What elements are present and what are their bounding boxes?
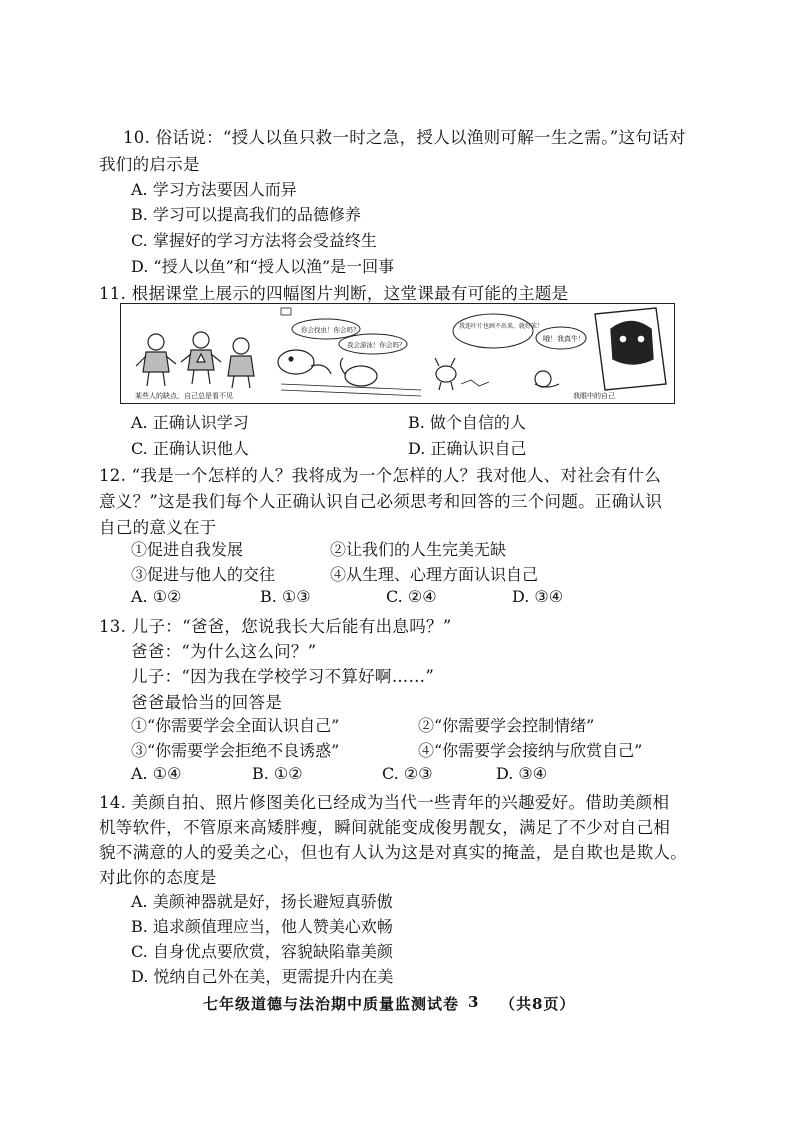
q14-stem-line1: 14. 美颜自拍、照片修图美化已经成为当代一些青年的兴趣爱好。借助美颜相 [99, 793, 670, 812]
panel3-drawing [435, 358, 559, 390]
q11-stem: 11. 根据课堂上展示的四幅图片判断，这堂课最有可能的主题是 [99, 284, 569, 303]
q12-stem-line2: 意义？”这是我们每个人正确认识自己必须思考和回答的三个问题。正确认识 [99, 492, 663, 511]
q12-stem-line1: 12. “我是一个怎样的人？我将成为一个怎样的人？我对他人、对社会有什么 [99, 466, 662, 485]
panel1-figures [136, 332, 254, 388]
q11-option-c: C. 正确认识他人 [131, 439, 249, 458]
q14-option-c: C. 自身优点要欣赏，容貌缺陷靠美颜 [131, 942, 393, 961]
q12-option-a: A. ①② [131, 587, 182, 606]
q12-option-d: D. ③④ [512, 587, 564, 606]
q10-option-a: A. 学习方法要因人而异 [131, 180, 297, 199]
q13-stem-line4: 爸爸最恰当的回答是 [131, 693, 283, 712]
q14-stem-line4: 对此你的态度是 [99, 868, 217, 887]
q11-option-d: D. 正确认识自己 [408, 439, 527, 458]
panel4-mirror [595, 308, 666, 390]
footer-title: 七年级道德与法治期中质量监测试卷 [203, 995, 460, 1013]
q13-stem-line2: 爸爸：“为什么这么问？” [131, 642, 317, 661]
q12-item-4: ④从生理、心理方面认识自己 [330, 565, 539, 584]
q13-stem-line3: 儿子：“因为我在学校学习不算好啊……” [131, 667, 435, 686]
q10-option-d: D. “授人以鱼”和“授人以渔”是一回事 [131, 257, 395, 276]
q14-stem-line2: 机等软件，不管原来高矮胖瘦，瞬间就能变成俊男靓女，满足了不少对自己相 [99, 818, 671, 837]
q13-option-d: D. ③④ [496, 764, 548, 783]
q11-cartoon-strip [120, 303, 675, 404]
panel2-bubble1: 你会找虫！你会吗？ [301, 326, 360, 334]
panel1-caption: 某些人的缺点，自己总是看不见 [135, 392, 233, 400]
q13-item-1: ①“你需要学会全面认识自己” [131, 716, 340, 735]
panel2-drawing [278, 308, 421, 396]
q12-option-c: C. ②④ [386, 587, 437, 606]
panel2-bubble2: 我会游泳！你会吗？ [347, 341, 406, 349]
q10-option-b: B. 学习可以提高我们的品德修养 [131, 205, 361, 224]
q10-option-c: C. 掌握好的学习方法将会受益终生 [131, 231, 377, 250]
q10-stem-line2: 我们的启示是 [99, 155, 200, 174]
q12-item-1: ①促进自我发展 [131, 540, 244, 559]
q13-stem-line1: 13. 儿子：“爸爸，您说我长大后能有出息吗？” [99, 617, 452, 636]
q14-stem-line3: 貌不满意的人的爱美之心，但也有人认为这是对真实的掩盖，是自欺也是欺人。 [99, 843, 687, 862]
q13-item-2: ②“你需要学会控制情绪” [418, 716, 595, 735]
q12-item-3: ③促进与他人的交往 [131, 565, 276, 584]
q13-item-3: ③“你需要学会拒绝不良诱惑” [131, 741, 340, 760]
q12-item-2: ②让我们的人生完美无缺 [330, 540, 507, 559]
q13-option-b: B. ①② [252, 764, 303, 783]
q11-option-a: A. 正确认识学习 [131, 413, 249, 432]
q12-option-b: B. ①③ [260, 587, 311, 606]
q13-option-a: A. ①④ [131, 764, 182, 783]
q14-option-d: D. 悦纳自己外在美，更需提升内在美 [131, 967, 394, 986]
footer-page-number: 3 [468, 993, 480, 1011]
q12-stem-line3: 自己的意义在于 [99, 518, 217, 537]
q14-option-b: B. 追求颜值理应当，他人赞美心欢畅 [131, 917, 393, 936]
panel3-bubble: 我连叶片也画不出来，就好笨！ [459, 323, 544, 330]
panel4-bubble: 哦！我真牛！ [543, 335, 585, 343]
panel4-caption: 我眼中的自己 [573, 392, 615, 400]
q11-option-b: B. 做个自信的人 [408, 413, 526, 432]
footer-total-pages: （共8页） [500, 995, 576, 1013]
q13-item-4: ④“你需要学会接纳与欣赏自己” [418, 741, 643, 760]
q13-option-c: C. ②③ [382, 764, 433, 783]
q10-stem-line1: 10. 俗话说：“授人以鱼只救一时之急，授人以渔则可解一生之需。”这句话对 [123, 128, 686, 147]
q14-option-a: A. 美颜神器就是好，扬长避短真骄傲 [131, 892, 393, 911]
